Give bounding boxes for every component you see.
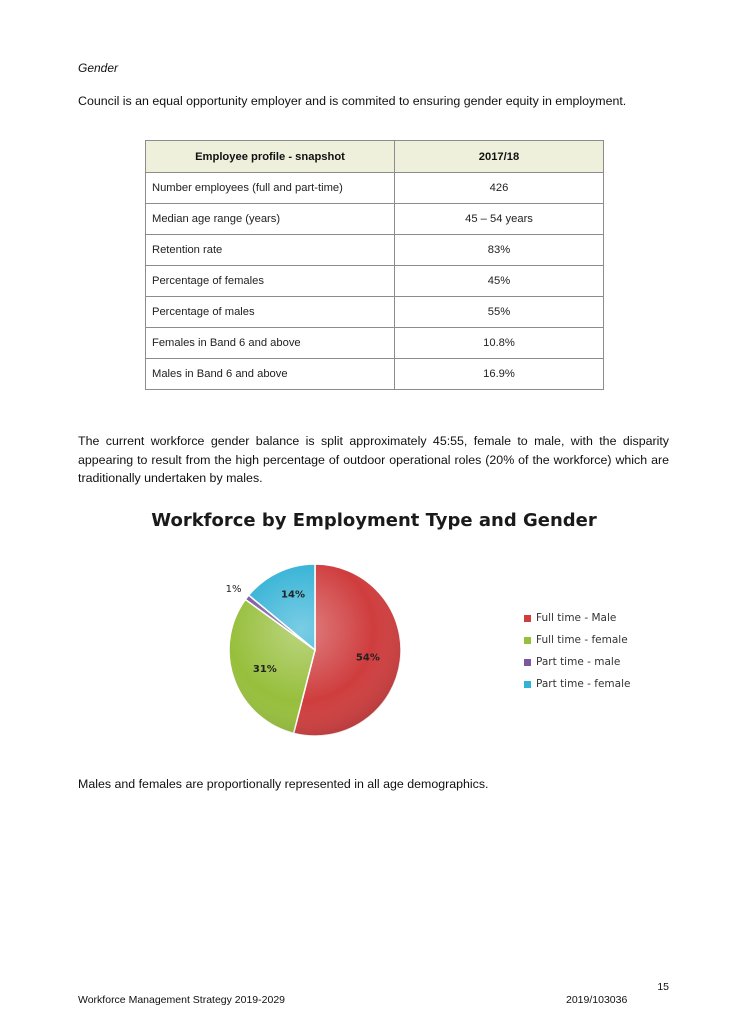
legend-label: Part time - male <box>536 656 621 668</box>
table-cell-label: Retention rate <box>146 235 395 266</box>
legend-label: Full time - Male <box>536 612 617 624</box>
page-number: 15 <box>657 981 669 993</box>
legend-swatch <box>524 681 531 688</box>
table-cell-value: 45% <box>395 266 604 297</box>
table-row <box>146 173 604 204</box>
table-cell-value: 83% <box>395 235 604 266</box>
table-cell-label: Males in Band 6 and above <box>146 359 395 390</box>
legend-swatch <box>524 659 531 666</box>
footer-reference: 2019/103036 <box>566 994 628 1006</box>
legend-item <box>524 629 630 651</box>
legend-swatch <box>524 615 531 622</box>
pie-slice-label: 14% <box>281 589 305 601</box>
table-cell-label: Percentage of males <box>146 297 395 328</box>
table-header-row <box>146 141 604 173</box>
table-row <box>146 297 604 328</box>
legend-item <box>524 607 630 629</box>
closing-paragraph: Males and females are proportionally represented in all age demographics. <box>78 777 489 791</box>
table-cell-value: 426 <box>395 173 604 204</box>
table-header-cell: 2017/18 <box>395 141 604 173</box>
pie-slice-label: 54% <box>355 652 380 664</box>
legend-label: Part time - female <box>536 678 631 690</box>
table-cell-value: 16.9% <box>395 359 604 390</box>
pie-shading <box>229 564 401 736</box>
chart-legend <box>524 607 630 695</box>
chart-title: Workforce by Employment Type and Gender <box>151 510 597 531</box>
pie-chart <box>214 555 414 745</box>
pie-slice-label: 31% <box>252 664 277 676</box>
table-cell-value: 10.8% <box>395 328 604 359</box>
gender-balance-paragraph: The current workforce gender balance is split approximately 45:55, female to male, with the disparity appearing to result from the high percentage of outdoor operational roles (20% of the workforce) which are traditionally undertaken by males. <box>78 434 669 485</box>
employee-profile-table <box>145 140 604 390</box>
legend-label: Full time - female <box>536 634 628 646</box>
table-row <box>146 204 604 235</box>
table-cell-value: 55% <box>395 297 604 328</box>
legend-item <box>524 651 630 673</box>
table-cell-label: Females in Band 6 and above <box>146 328 395 359</box>
table-cell-label: Median age range (years) <box>146 204 395 235</box>
table-row <box>146 359 604 390</box>
table-header-cell: Employee profile - snapshot <box>146 141 395 173</box>
legend-item <box>524 673 630 695</box>
intro-paragraph: Council is an equal opportunity employer and is commited to ensuring gender equity in employment. <box>78 94 627 108</box>
footer-document-title: Workforce Management Strategy 2019-2029 <box>78 994 286 1006</box>
legend-swatch <box>524 637 531 644</box>
table-cell-label: Percentage of females <box>146 266 395 297</box>
table-row <box>146 235 604 266</box>
table-cell-label: Number employees (full and part-time) <box>146 173 395 204</box>
table-row <box>146 328 604 359</box>
table-cell-value: 45 – 54 years <box>395 204 604 235</box>
section-heading: Gender <box>78 61 119 75</box>
pie-slice-label: 1% <box>225 583 242 595</box>
table-row <box>146 266 604 297</box>
